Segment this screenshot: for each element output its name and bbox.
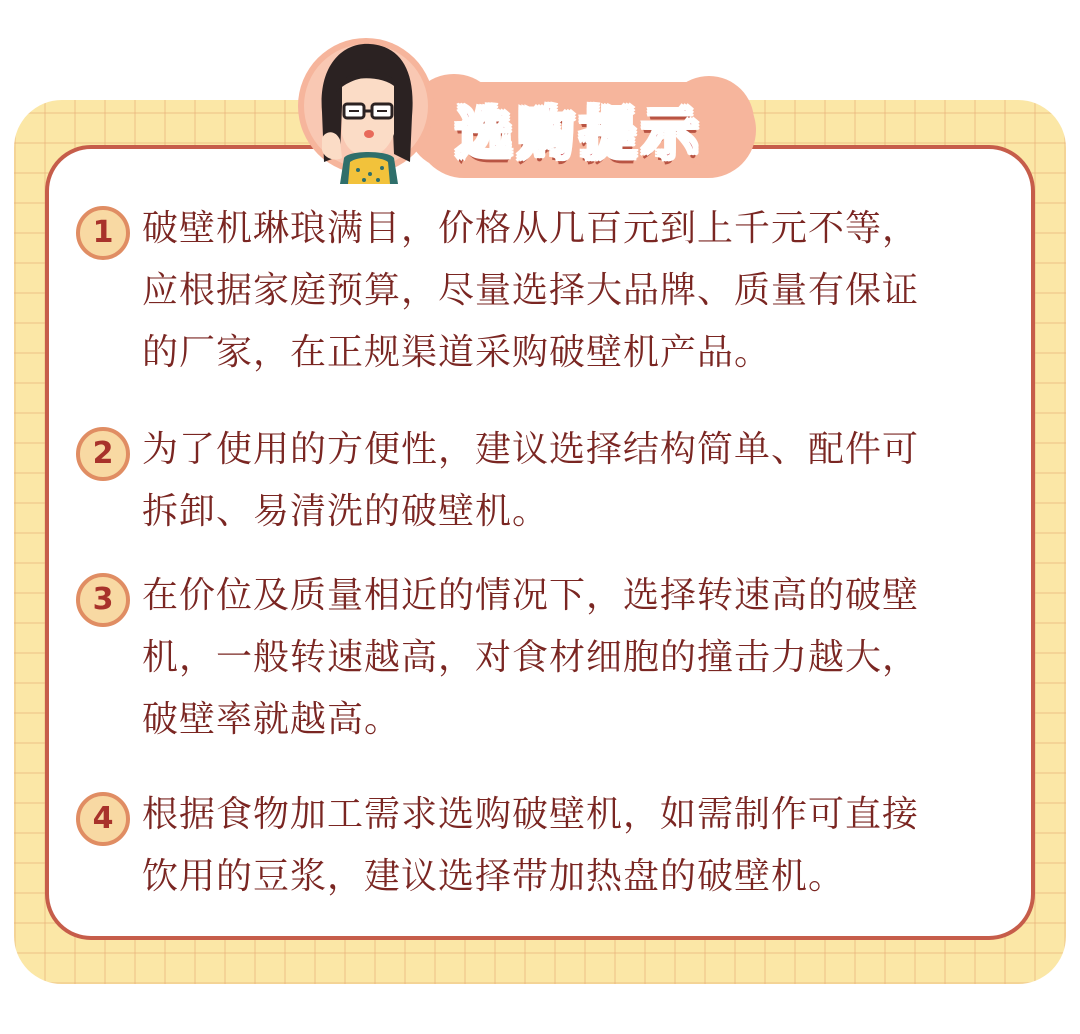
number-badge-icon (76, 427, 130, 481)
header-badge (296, 34, 766, 184)
number-badge-icon (76, 792, 130, 846)
tip-text: 在价位及质量相近的情况下，选择转速高的破壁 机，一般转速越高，对食材细胞的撞击力越大， 破壁率就越高。 (142, 575, 920, 740)
tip-number: 1 (92, 215, 114, 250)
tip-text: 为了使用的方便性，建议选择结构简单、配件可 拆卸、易清洗的破壁机。 (142, 429, 920, 532)
girl-with-glasses-icon (296, 34, 436, 184)
page-title: 选购提示 (456, 102, 704, 167)
number-badge-icon (76, 206, 130, 260)
tip-text: 破壁机琳琅满目，价格从几百元到上千元不等， 应根据家庭预算，尽量选择大品牌、质量有保证 的厂家，在正规渠道采购破壁机产品。 (142, 208, 920, 373)
number-badge-icon (76, 573, 130, 627)
header-title-box (412, 92, 748, 168)
tip-number: 4 (92, 801, 114, 836)
tip-number: 3 (92, 582, 114, 617)
tip-text: 根据食物加工需求选购破壁机，如需制作可直接 饮用的豆浆，建议选择带加热盘的破壁机。 (142, 794, 920, 897)
tip-number: 2 (92, 436, 114, 471)
